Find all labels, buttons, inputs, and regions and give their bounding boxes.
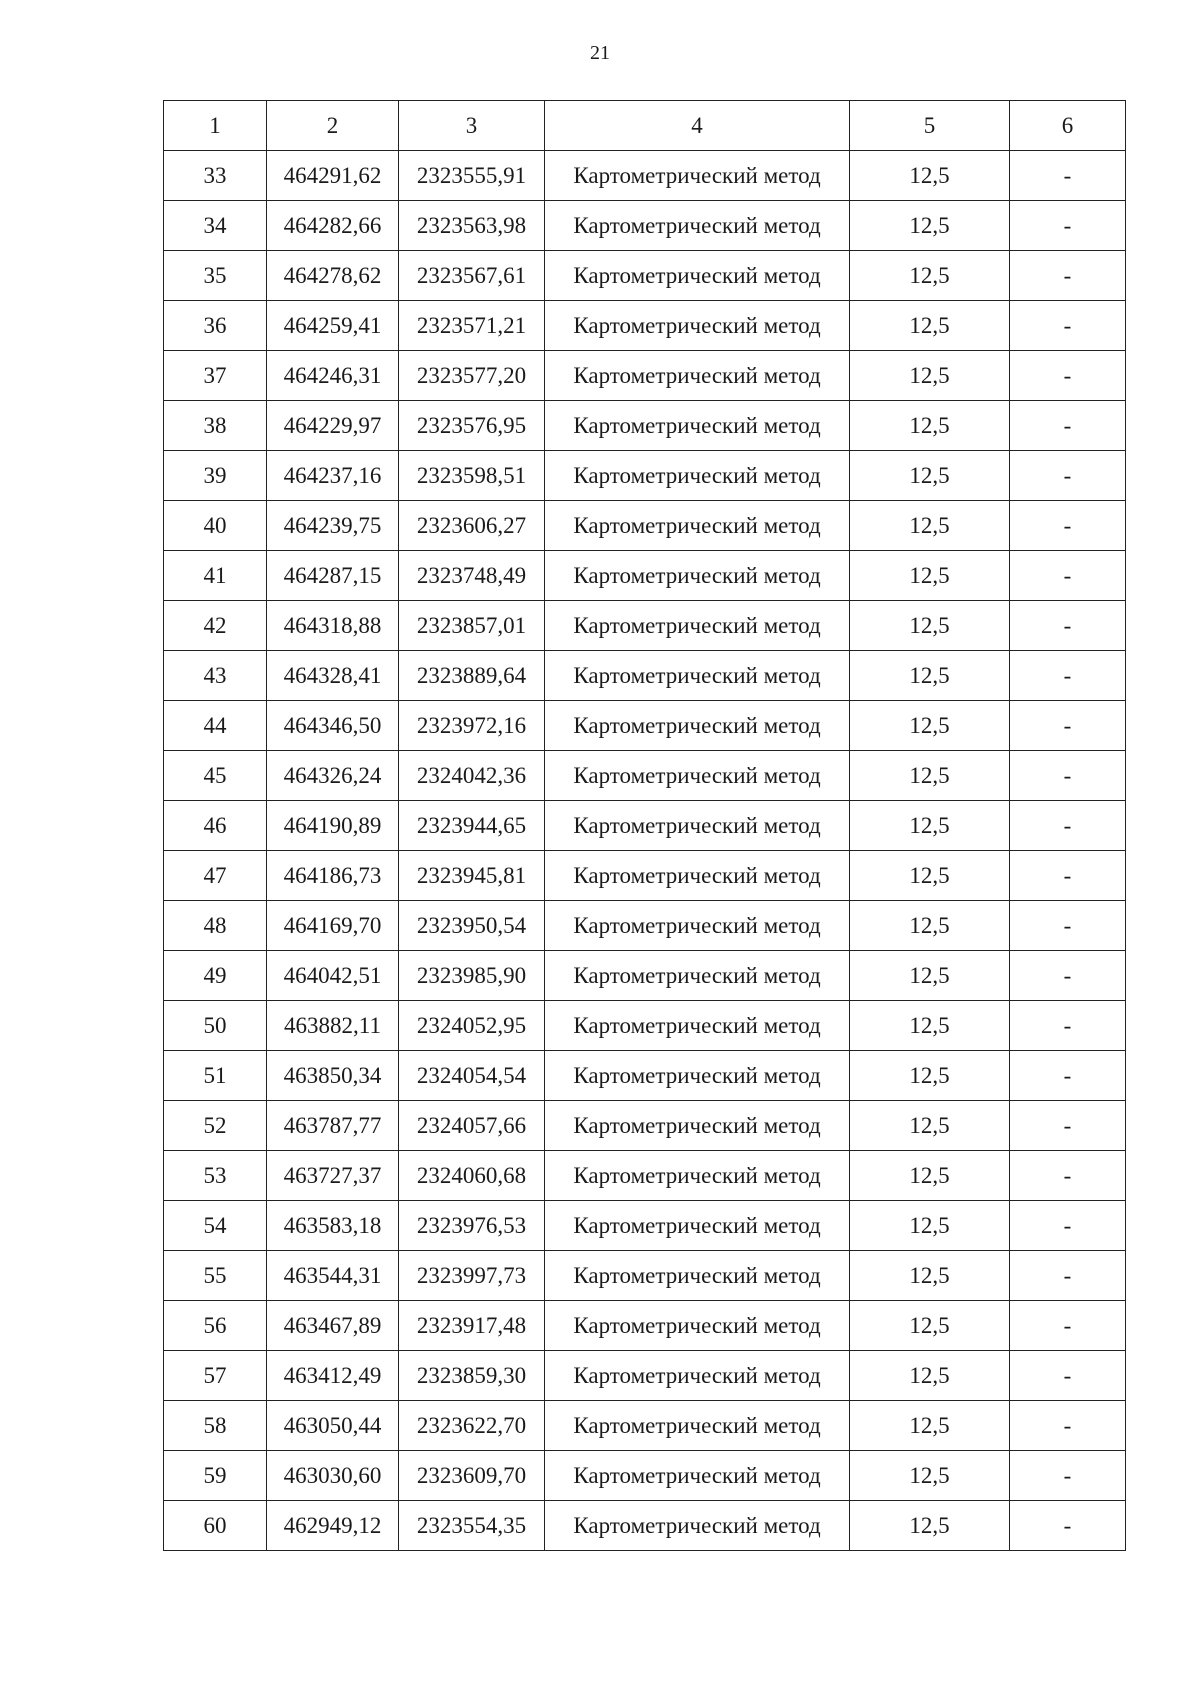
method-cell: Картометрический метод <box>545 351 850 401</box>
point-number-cell: 57 <box>164 1351 267 1401</box>
method-cell: Картометрический метод <box>545 701 850 751</box>
page-number: 21 <box>590 42 610 64</box>
accuracy-cell: 12,5 <box>850 151 1010 201</box>
note-cell: - <box>1010 1451 1126 1501</box>
method-cell: Картометрический метод <box>545 451 850 501</box>
method-cell: Картометрический метод <box>545 1101 850 1151</box>
coord-x-cell: 463030,60 <box>267 1451 399 1501</box>
coord-y-cell: 2323748,49 <box>399 551 545 601</box>
accuracy-cell: 12,5 <box>850 651 1010 701</box>
table-row <box>164 1151 1126 1201</box>
coord-y-cell: 2323972,16 <box>399 701 545 751</box>
table-row <box>164 901 1126 951</box>
table-row <box>164 251 1126 301</box>
method-cell: Картометрический метод <box>545 1001 850 1051</box>
point-number-cell: 54 <box>164 1201 267 1251</box>
note-cell: - <box>1010 701 1126 751</box>
coord-y-cell: 2323859,30 <box>399 1351 545 1401</box>
method-cell: Картометрический метод <box>545 1351 850 1401</box>
coordinates-table <box>163 100 1126 1551</box>
coord-x-cell: 463583,18 <box>267 1201 399 1251</box>
method-cell: Картометрический метод <box>545 401 850 451</box>
table-row <box>164 1451 1126 1501</box>
note-cell: - <box>1010 1351 1126 1401</box>
coord-x-cell: 463412,49 <box>267 1351 399 1401</box>
table-body <box>164 151 1126 1551</box>
note-cell: - <box>1010 1151 1126 1201</box>
note-cell: - <box>1010 1251 1126 1301</box>
coord-x-cell: 464246,31 <box>267 351 399 401</box>
note-cell: - <box>1010 801 1126 851</box>
accuracy-cell: 12,5 <box>850 451 1010 501</box>
method-cell: Картометрический метод <box>545 1251 850 1301</box>
table-row <box>164 401 1126 451</box>
table-row <box>164 1301 1126 1351</box>
coord-y-cell: 2323944,65 <box>399 801 545 851</box>
table-row <box>164 151 1126 201</box>
coord-x-cell: 464259,41 <box>267 301 399 351</box>
method-cell: Картометрический метод <box>545 1501 850 1551</box>
point-number-cell: 42 <box>164 601 267 651</box>
point-number-cell: 40 <box>164 501 267 551</box>
note-cell: - <box>1010 1501 1126 1551</box>
accuracy-cell: 12,5 <box>850 801 1010 851</box>
header-cell-5: 5 <box>850 101 1010 151</box>
coord-x-cell: 464318,88 <box>267 601 399 651</box>
method-cell: Картометрический метод <box>545 301 850 351</box>
note-cell: - <box>1010 1401 1126 1451</box>
note-cell: - <box>1010 851 1126 901</box>
method-cell: Картометрический метод <box>545 1151 850 1201</box>
method-cell: Картометрический метод <box>545 1301 850 1351</box>
point-number-cell: 52 <box>164 1101 267 1151</box>
coord-x-cell: 464229,97 <box>267 401 399 451</box>
note-cell: - <box>1010 451 1126 501</box>
point-number-cell: 60 <box>164 1501 267 1551</box>
coord-x-cell: 463050,44 <box>267 1401 399 1451</box>
method-cell: Картометрический метод <box>545 751 850 801</box>
accuracy-cell: 12,5 <box>850 251 1010 301</box>
point-number-cell: 37 <box>164 351 267 401</box>
table-row <box>164 1001 1126 1051</box>
accuracy-cell: 12,5 <box>850 351 1010 401</box>
table-row <box>164 501 1126 551</box>
method-cell: Картометрический метод <box>545 201 850 251</box>
coord-x-cell: 463787,77 <box>267 1101 399 1151</box>
point-number-cell: 48 <box>164 901 267 951</box>
table-row <box>164 1101 1126 1151</box>
accuracy-cell: 12,5 <box>850 1251 1010 1301</box>
accuracy-cell: 12,5 <box>850 1501 1010 1551</box>
point-number-cell: 45 <box>164 751 267 801</box>
coord-y-cell: 2323917,48 <box>399 1301 545 1351</box>
table-row <box>164 1401 1126 1451</box>
coord-y-cell: 2324060,68 <box>399 1151 545 1201</box>
method-cell: Картометрический метод <box>545 901 850 951</box>
table-row <box>164 1501 1126 1551</box>
coord-y-cell: 2323609,70 <box>399 1451 545 1501</box>
table-row <box>164 601 1126 651</box>
coord-y-cell: 2323606,27 <box>399 501 545 551</box>
table-row <box>164 701 1126 751</box>
method-cell: Картометрический метод <box>545 551 850 601</box>
coord-y-cell: 2324057,66 <box>399 1101 545 1151</box>
method-cell: Картометрический метод <box>545 1201 850 1251</box>
method-cell: Картометрический метод <box>545 1451 850 1501</box>
coord-x-cell: 464282,66 <box>267 201 399 251</box>
coord-x-cell: 463727,37 <box>267 1151 399 1201</box>
header-cell-4: 4 <box>545 101 850 151</box>
coord-y-cell: 2323554,35 <box>399 1501 545 1551</box>
point-number-cell: 34 <box>164 201 267 251</box>
table-row <box>164 751 1126 801</box>
method-cell: Картометрический метод <box>545 651 850 701</box>
table-row <box>164 301 1126 351</box>
header-cell-1: 1 <box>164 101 267 151</box>
point-number-cell: 53 <box>164 1151 267 1201</box>
coord-x-cell: 464169,70 <box>267 901 399 951</box>
coord-y-cell: 2323857,01 <box>399 601 545 651</box>
coord-y-cell: 2324042,36 <box>399 751 545 801</box>
table-row <box>164 801 1126 851</box>
table-row <box>164 1351 1126 1401</box>
point-number-cell: 59 <box>164 1451 267 1501</box>
coord-x-cell: 463882,11 <box>267 1001 399 1051</box>
point-number-cell: 38 <box>164 401 267 451</box>
accuracy-cell: 12,5 <box>850 901 1010 951</box>
method-cell: Картометрический метод <box>545 501 850 551</box>
accuracy-cell: 12,5 <box>850 601 1010 651</box>
method-cell: Картометрический метод <box>545 151 850 201</box>
note-cell: - <box>1010 151 1126 201</box>
coord-y-cell: 2323563,98 <box>399 201 545 251</box>
method-cell: Картометрический метод <box>545 251 850 301</box>
accuracy-cell: 12,5 <box>850 751 1010 801</box>
header-cell-6: 6 <box>1010 101 1126 151</box>
note-cell: - <box>1010 1101 1126 1151</box>
table-row <box>164 1201 1126 1251</box>
note-cell: - <box>1010 951 1126 1001</box>
coord-x-cell: 464042,51 <box>267 951 399 1001</box>
note-cell: - <box>1010 251 1126 301</box>
coord-x-cell: 463850,34 <box>267 1051 399 1101</box>
coord-x-cell: 464346,50 <box>267 701 399 751</box>
coord-y-cell: 2323889,64 <box>399 651 545 701</box>
coord-x-cell: 463544,31 <box>267 1251 399 1301</box>
table-row <box>164 651 1126 701</box>
point-number-cell: 46 <box>164 801 267 851</box>
accuracy-cell: 12,5 <box>850 1201 1010 1251</box>
note-cell: - <box>1010 351 1126 401</box>
note-cell: - <box>1010 601 1126 651</box>
accuracy-cell: 12,5 <box>850 301 1010 351</box>
point-number-cell: 58 <box>164 1401 267 1451</box>
coord-y-cell: 2323577,20 <box>399 351 545 401</box>
header-cell-3: 3 <box>399 101 545 151</box>
coord-y-cell: 2324054,54 <box>399 1051 545 1101</box>
point-number-cell: 39 <box>164 451 267 501</box>
coord-y-cell: 2323976,53 <box>399 1201 545 1251</box>
coord-x-cell: 464239,75 <box>267 501 399 551</box>
accuracy-cell: 12,5 <box>850 551 1010 601</box>
point-number-cell: 33 <box>164 151 267 201</box>
note-cell: - <box>1010 551 1126 601</box>
coord-y-cell: 2323985,90 <box>399 951 545 1001</box>
header-cell-2: 2 <box>267 101 399 151</box>
coord-y-cell: 2323950,54 <box>399 901 545 951</box>
method-cell: Картометрический метод <box>545 851 850 901</box>
note-cell: - <box>1010 201 1126 251</box>
coord-y-cell: 2323622,70 <box>399 1401 545 1451</box>
coord-x-cell: 464291,62 <box>267 151 399 201</box>
point-number-cell: 50 <box>164 1001 267 1051</box>
point-number-cell: 55 <box>164 1251 267 1301</box>
note-cell: - <box>1010 401 1126 451</box>
coord-x-cell: 464287,15 <box>267 551 399 601</box>
coord-y-cell: 2323576,95 <box>399 401 545 451</box>
method-cell: Картометрический метод <box>545 601 850 651</box>
accuracy-cell: 12,5 <box>850 1401 1010 1451</box>
coord-x-cell: 464190,89 <box>267 801 399 851</box>
point-number-cell: 35 <box>164 251 267 301</box>
table-row <box>164 351 1126 401</box>
note-cell: - <box>1010 501 1126 551</box>
note-cell: - <box>1010 301 1126 351</box>
accuracy-cell: 12,5 <box>850 1301 1010 1351</box>
accuracy-cell: 12,5 <box>850 1351 1010 1401</box>
method-cell: Картометрический метод <box>545 801 850 851</box>
coord-y-cell: 2323567,61 <box>399 251 545 301</box>
coord-y-cell: 2324052,95 <box>399 1001 545 1051</box>
point-number-cell: 47 <box>164 851 267 901</box>
note-cell: - <box>1010 751 1126 801</box>
point-number-cell: 51 <box>164 1051 267 1101</box>
accuracy-cell: 12,5 <box>850 701 1010 751</box>
accuracy-cell: 12,5 <box>850 1101 1010 1151</box>
method-cell: Картометрический метод <box>545 1051 850 1101</box>
coord-x-cell: 464326,24 <box>267 751 399 801</box>
coord-x-cell: 463467,89 <box>267 1301 399 1351</box>
accuracy-cell: 12,5 <box>850 201 1010 251</box>
accuracy-cell: 12,5 <box>850 401 1010 451</box>
coord-x-cell: 464328,41 <box>267 651 399 701</box>
coord-y-cell: 2323598,51 <box>399 451 545 501</box>
accuracy-cell: 12,5 <box>850 951 1010 1001</box>
coord-x-cell: 464237,16 <box>267 451 399 501</box>
note-cell: - <box>1010 1201 1126 1251</box>
table-row <box>164 201 1126 251</box>
method-cell: Картометрический метод <box>545 951 850 1001</box>
table-row <box>164 951 1126 1001</box>
coord-y-cell: 2323997,73 <box>399 1251 545 1301</box>
point-number-cell: 49 <box>164 951 267 1001</box>
table-row <box>164 1251 1126 1301</box>
accuracy-cell: 12,5 <box>850 1451 1010 1501</box>
coord-x-cell: 464278,62 <box>267 251 399 301</box>
accuracy-cell: 12,5 <box>850 501 1010 551</box>
coord-x-cell: 464186,73 <box>267 851 399 901</box>
accuracy-cell: 12,5 <box>850 1151 1010 1201</box>
point-number-cell: 36 <box>164 301 267 351</box>
coord-x-cell: 462949,12 <box>267 1501 399 1551</box>
note-cell: - <box>1010 651 1126 701</box>
note-cell: - <box>1010 1301 1126 1351</box>
accuracy-cell: 12,5 <box>850 1051 1010 1101</box>
table-row <box>164 851 1126 901</box>
point-number-cell: 43 <box>164 651 267 701</box>
accuracy-cell: 12,5 <box>850 851 1010 901</box>
point-number-cell: 44 <box>164 701 267 751</box>
note-cell: - <box>1010 1051 1126 1101</box>
table-row <box>164 451 1126 501</box>
header-row <box>164 101 1126 151</box>
table-row <box>164 1051 1126 1101</box>
method-cell: Картометрический метод <box>545 1401 850 1451</box>
point-number-cell: 56 <box>164 1301 267 1351</box>
coord-y-cell: 2323555,91 <box>399 151 545 201</box>
note-cell: - <box>1010 901 1126 951</box>
accuracy-cell: 12,5 <box>850 1001 1010 1051</box>
table-header <box>164 101 1126 151</box>
coord-y-cell: 2323571,21 <box>399 301 545 351</box>
table-row <box>164 551 1126 601</box>
coord-y-cell: 2323945,81 <box>399 851 545 901</box>
note-cell: - <box>1010 1001 1126 1051</box>
point-number-cell: 41 <box>164 551 267 601</box>
